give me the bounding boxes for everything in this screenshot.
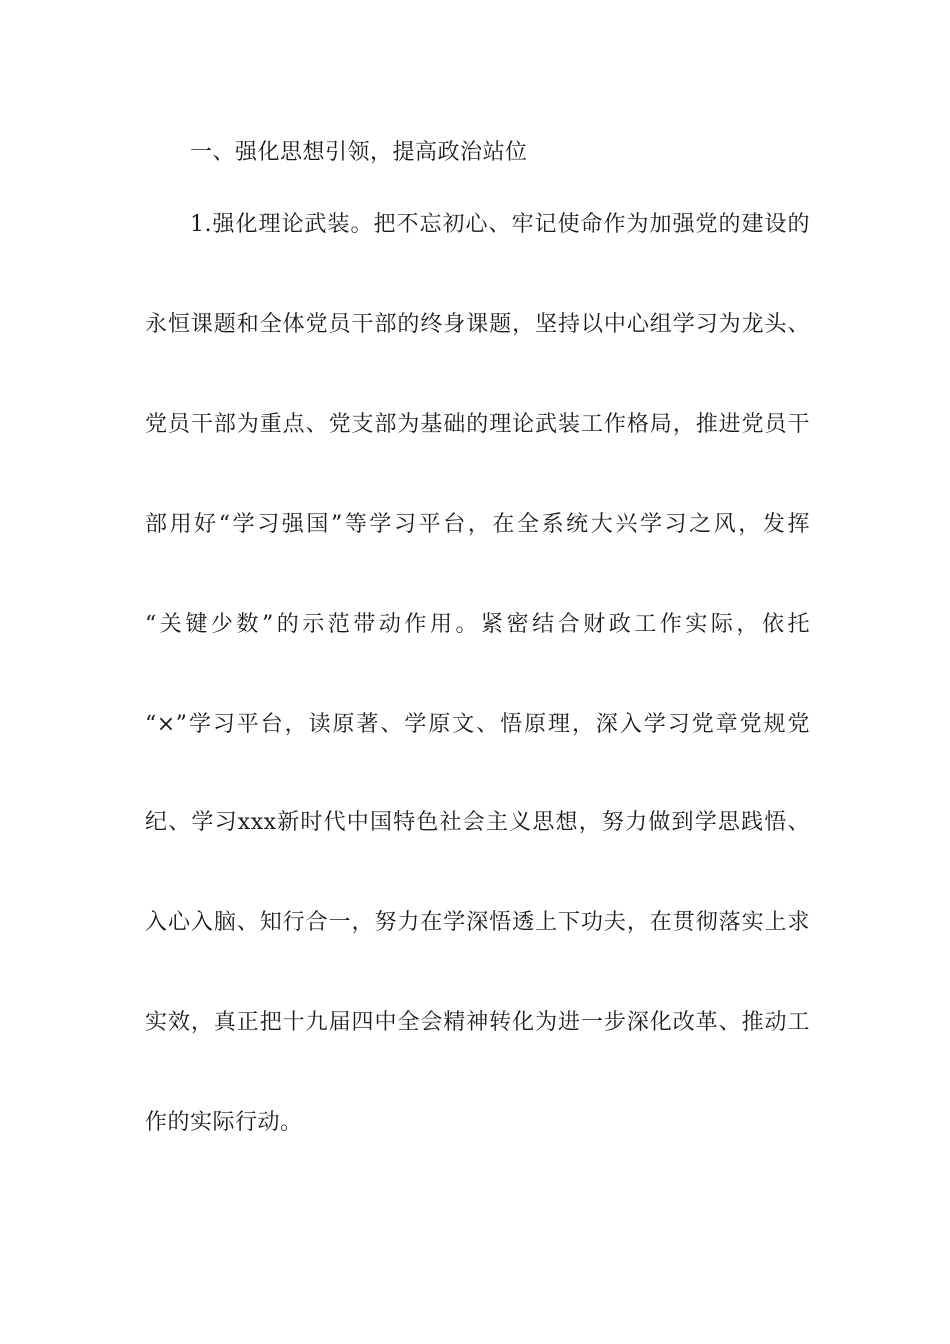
paragraph-line: 入心入脑、知行合一，努力在学深悟透上下功夫，在贯彻落实上求	[145, 910, 810, 935]
paragraph-line: 作的实际行动。	[145, 1110, 303, 1135]
paragraph-line: 纪、学习xxx新时代中国特色社会主义思想，努力做到学思践悟、	[145, 810, 810, 835]
paragraph-line: 部用好“学习强国”等学习平台，在全系统大兴学习之风，发挥	[145, 512, 810, 537]
paragraph-line: “×”学习平台，读原著、学原文、悟原理，深入学习党章党规党	[145, 712, 810, 737]
paragraph-line: 实效，真正把十九届四中全会精神转化为进一步深化改革、推动工	[145, 1010, 810, 1035]
paragraph-line: 永恒课题和全体党员干部的终身课题，坚持以中心组学习为龙头、	[145, 312, 810, 337]
paragraph-line: 党员干部为重点、党支部为基础的理论武装工作格局，推进党员干	[145, 412, 810, 437]
paragraph-line: 1.强化理论武装。把不忘初心、牢记使命作为加强党的建设的	[190, 212, 810, 237]
section-heading: 一、强化思想引领，提高政治站位	[190, 140, 528, 165]
paragraph-line: “关键少数”的示范带动作用。紧密结合财政工作实际，依托	[145, 612, 810, 637]
